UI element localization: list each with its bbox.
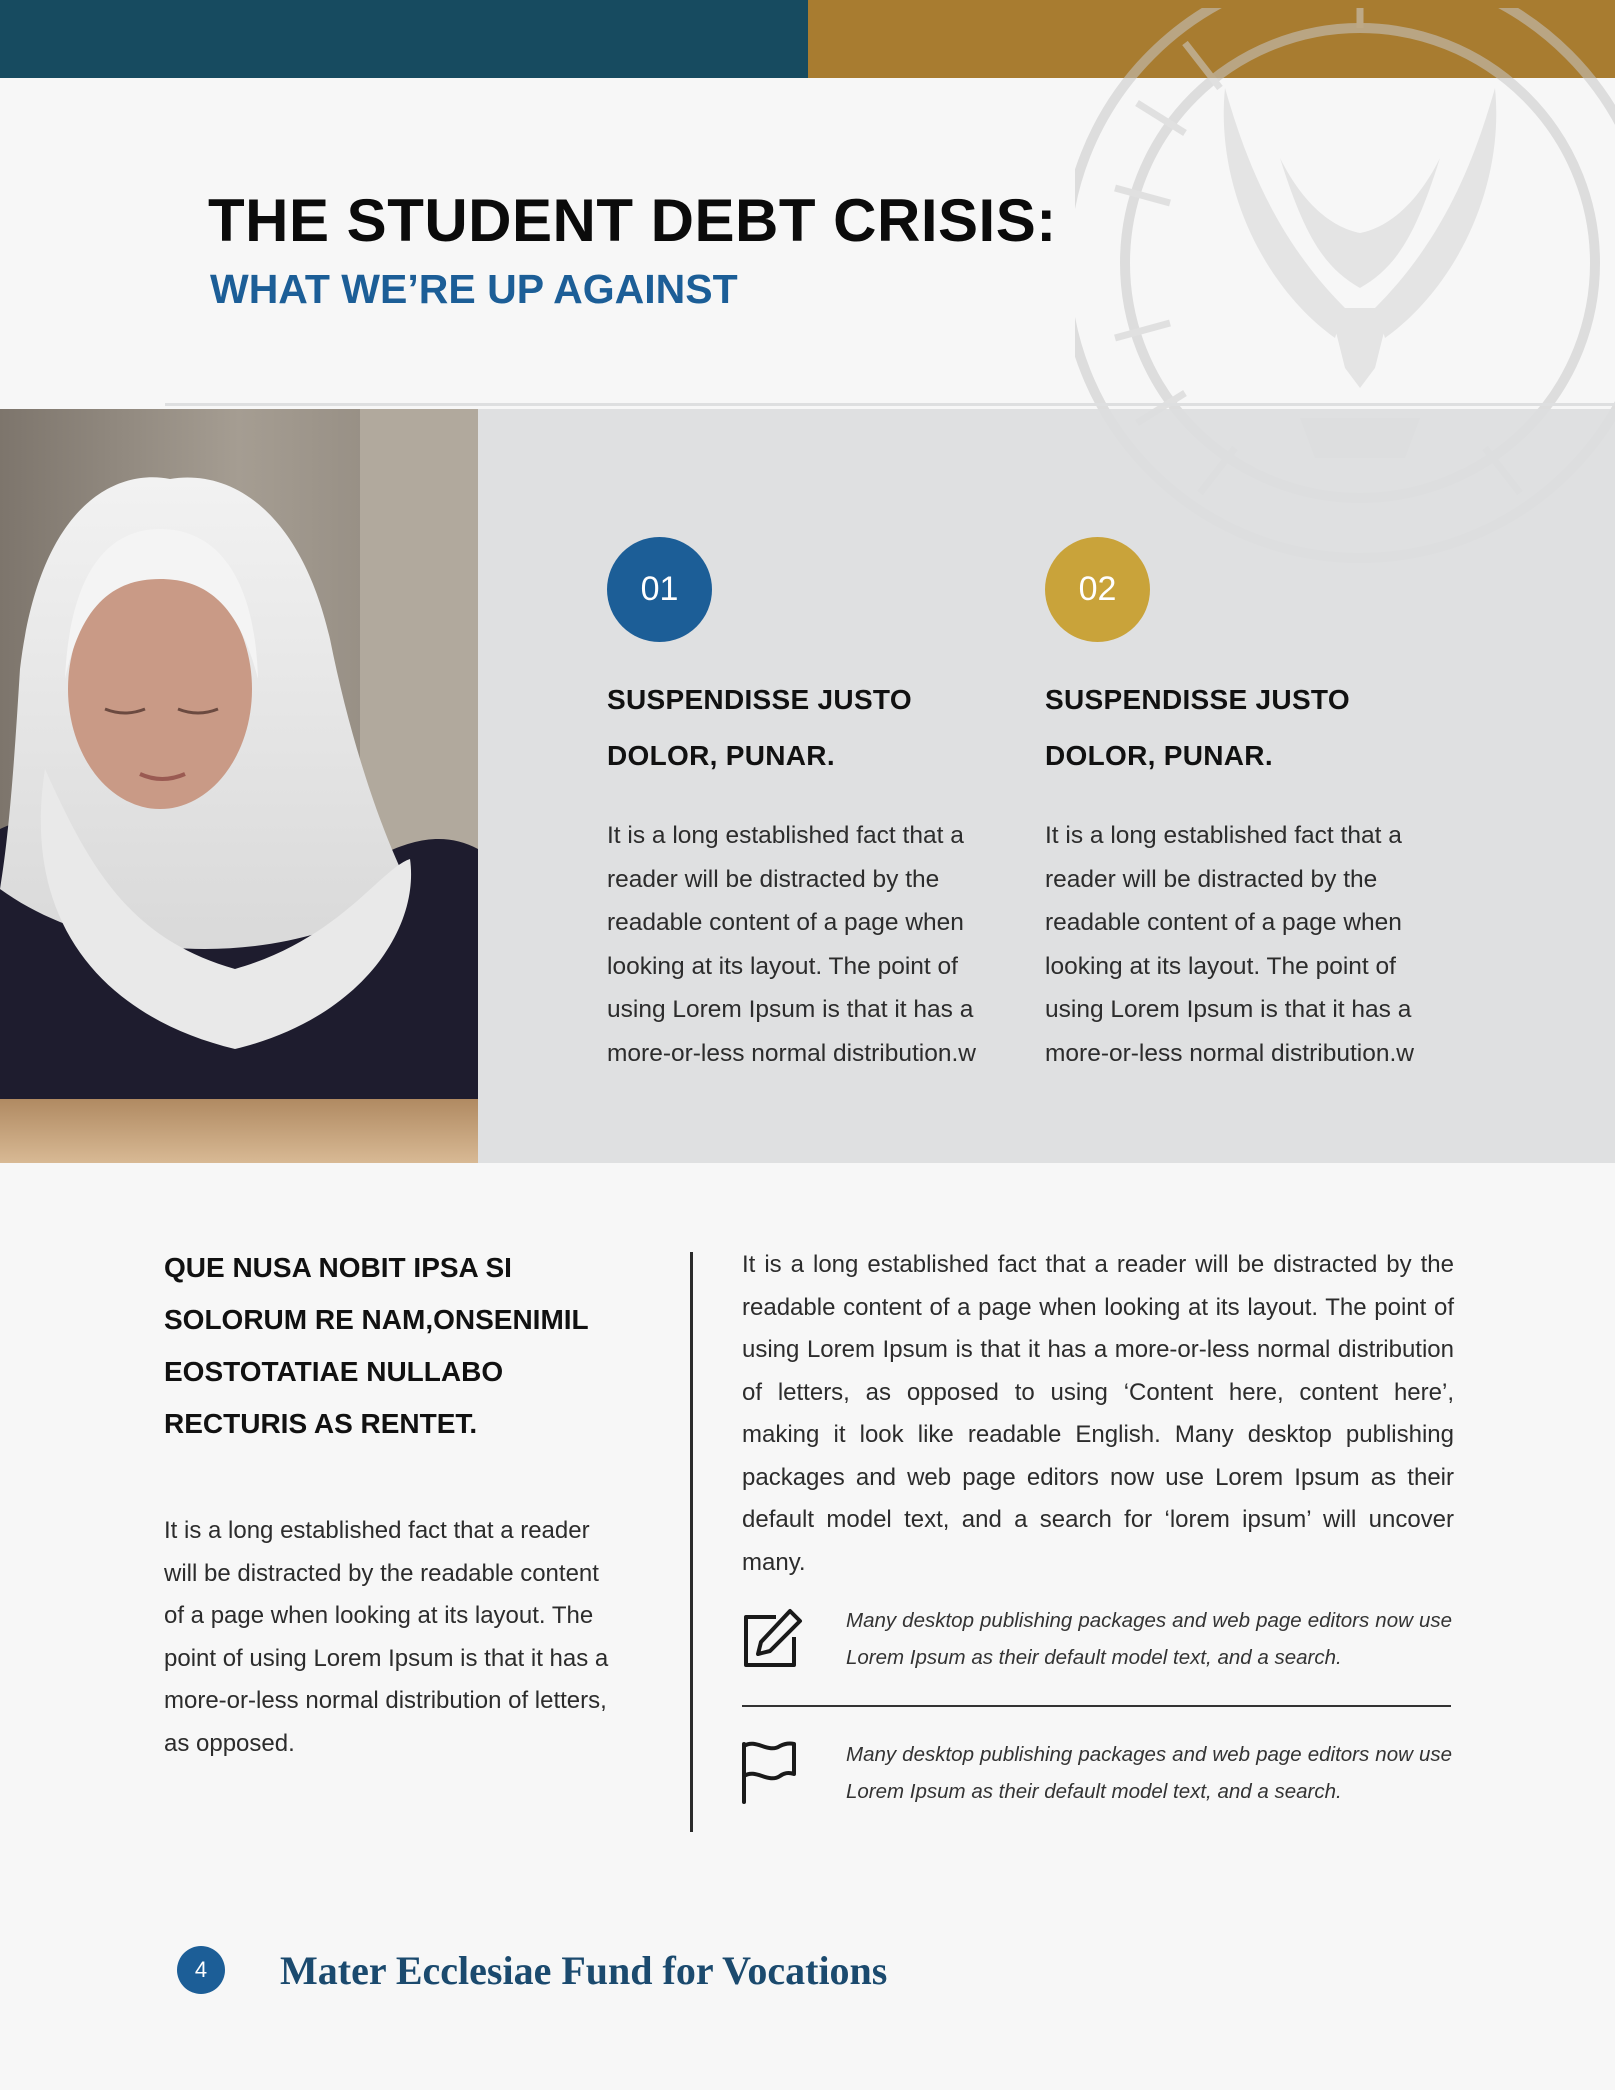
body-line: It is a long established fact that a reader — [164, 1517, 590, 1544]
column-heading-line: DOLOR, PUNAR. — [607, 740, 835, 771]
left-body-text — [164, 1510, 644, 1765]
note-text-2: Many desktop publishing packages and web page editors now use Lorem Ipsum as their default model text, and a search. — [846, 1743, 1452, 1803]
section-divider-line — [165, 403, 1615, 406]
body-line: It is a long established fact that a — [1045, 822, 1402, 849]
column-02-heading — [1045, 672, 1465, 784]
body-line: readable content of a page when — [607, 909, 964, 936]
body-line: using Lorem Ipsum is that it has a — [1045, 996, 1412, 1023]
note-text-1: Many desktop publishing packages and web page editors now use Lorem Ipsum as their default model text, and a search. — [846, 1609, 1452, 1669]
heading-line: RECTURIS AS RENTET. — [164, 1408, 478, 1439]
portrait-photo — [0, 409, 478, 1163]
body-line: readable content of a page when — [1045, 909, 1402, 936]
column-01-body — [607, 814, 1027, 1075]
page-number-badge: 4 — [177, 1946, 225, 1994]
column-01-heading — [607, 672, 1027, 784]
body-line: using Lorem Ipsum is that it has a — [607, 996, 974, 1023]
edit-icon — [740, 1607, 804, 1671]
column-heading-line: SUSPENDISSE JUSTO — [607, 684, 912, 715]
column-heading-line: SUSPENDISSE JUSTO — [1045, 684, 1350, 715]
body-line: point of using Lorem Ipsum is that it has a — [164, 1644, 609, 1672]
heading-line: SOLORUM RE NAM,ONSENIMIL — [164, 1304, 589, 1335]
body-line: looking at its layout. The point of — [1045, 952, 1396, 980]
column-heading-line: DOLOR, PUNAR. — [1045, 740, 1273, 771]
body-line: It is a long established fact that a — [607, 822, 964, 849]
heading-line: QUE NUSA NOBIT IPSA SI — [164, 1252, 512, 1283]
body-line: more-or-less normal distribution.w — [607, 1039, 976, 1067]
body-line: more-or-less normal distribution of letters, — [164, 1687, 607, 1714]
column-02-body — [1045, 814, 1465, 1075]
body-line: reader will be distracted by the — [607, 865, 940, 893]
body-line: as opposed. — [164, 1729, 295, 1757]
vertical-divider — [690, 1252, 693, 1832]
body-line: looking at its layout. The point of — [607, 952, 958, 980]
top-bar-navy — [0, 0, 808, 78]
step-badge-02: 02 — [1045, 537, 1150, 642]
page-title: THE STUDENT DEBT CRISIS: — [208, 187, 1057, 254]
footer-title: Mater Ecclesiae Fund for Vocations — [280, 1948, 888, 1993]
body-line: of a page when looking at its layout. The — [164, 1602, 594, 1629]
flag-icon — [740, 1740, 800, 1804]
step-badge-01: 01 — [607, 537, 712, 642]
note-divider — [742, 1705, 1451, 1707]
right-body-text: It is a long established fact that a reader will be distracted by the readable content of a page when looking at its layout. The point of using Lorem Ipsum is that it has a more-or-less normal distribution of letters, as opposed to using ‘Content here, content here’, making it look like readable English. Many desktop publishing packages and web page editors now use Lorem Ipsum as their default model text, and a search for ‘lorem ipsum’ will uncover many. — [742, 1251, 1454, 1576]
body-line: will be distracted by the readable content — [164, 1559, 599, 1587]
section-heading — [164, 1242, 644, 1450]
body-line: more-or-less normal distribution.w — [1045, 1039, 1414, 1067]
heading-line: EOSTOTATIAE NULLABO — [164, 1356, 504, 1387]
page-subtitle: WHAT WE’RE UP AGAINST — [210, 266, 738, 312]
body-line: reader will be distracted by the — [1045, 865, 1378, 893]
